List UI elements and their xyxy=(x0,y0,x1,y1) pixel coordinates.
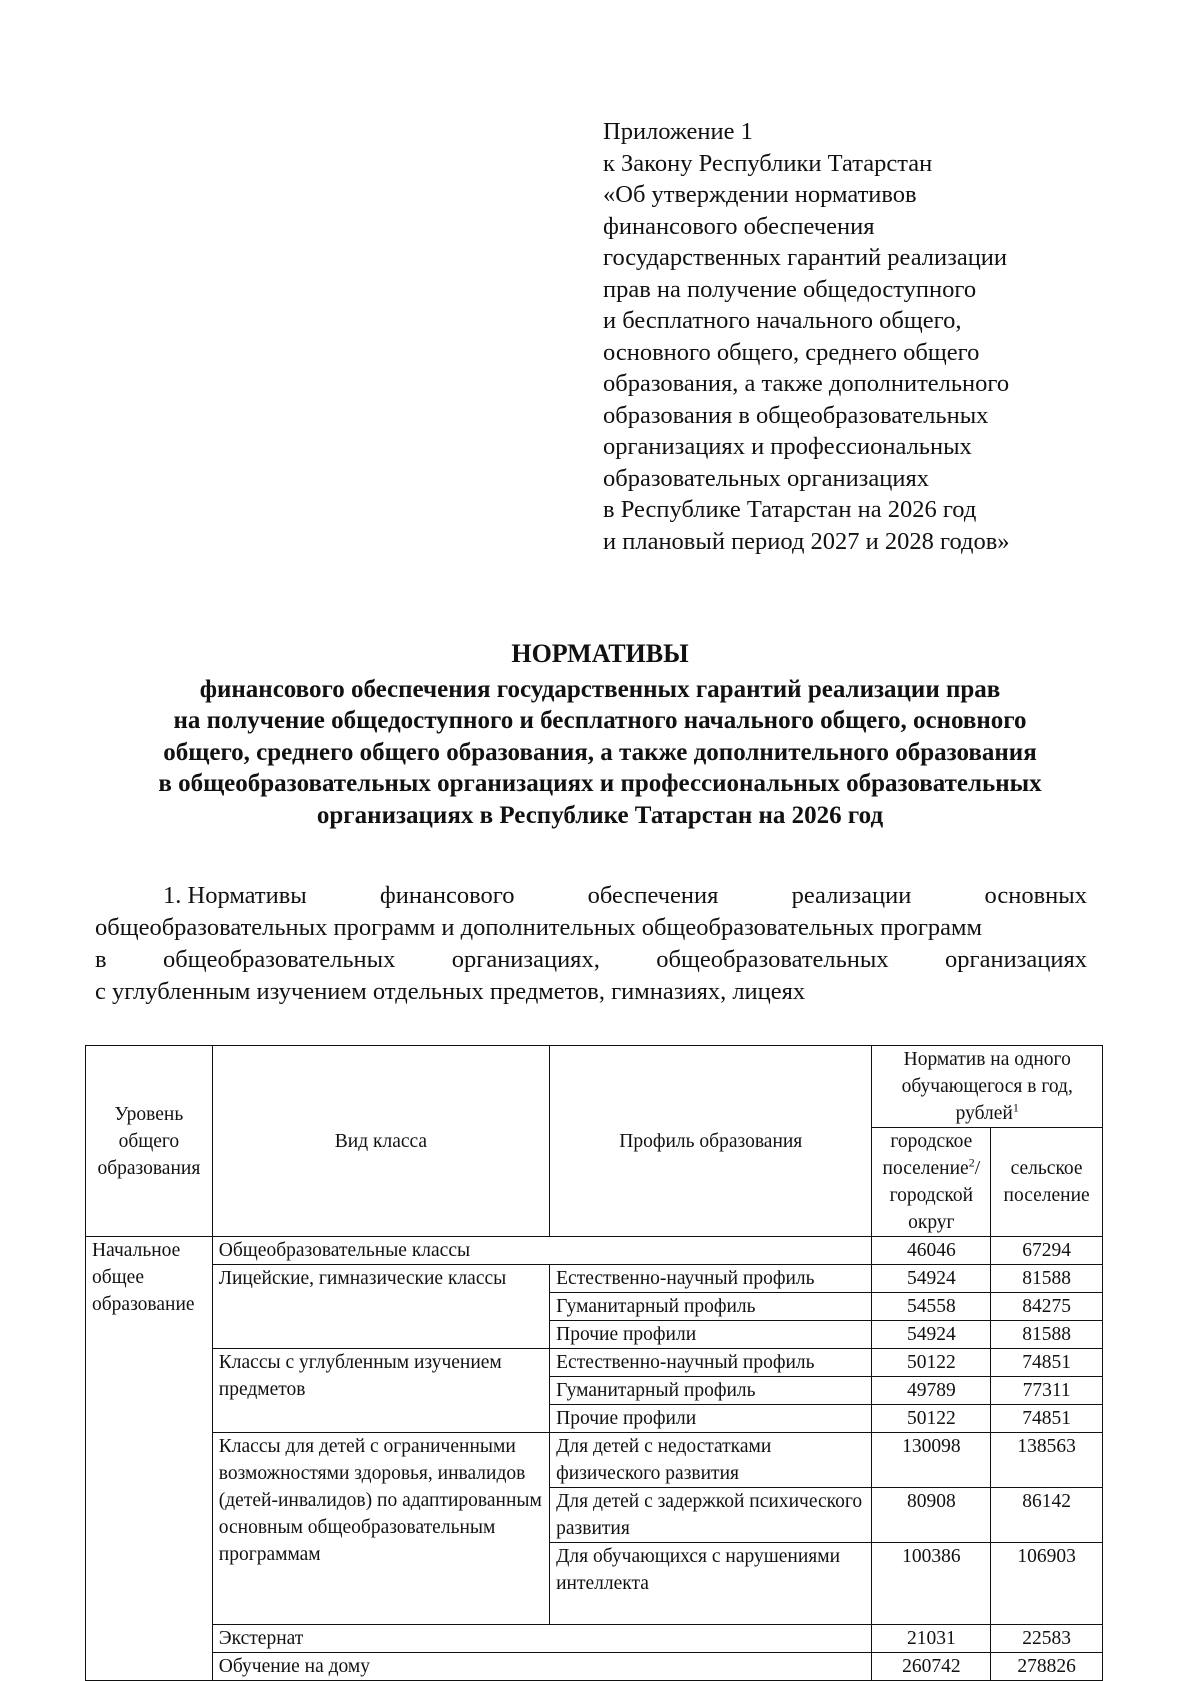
profile-cell: Естественно-научный профиль xyxy=(550,1265,872,1293)
rural-value: 138563 xyxy=(991,1433,1103,1488)
class-type-cell: Лицейские, гимназические классы xyxy=(212,1265,549,1349)
title-line: общего, среднего общего образования, а также дополнительного образования xyxy=(163,738,1037,766)
urban-value: 54924 xyxy=(872,1265,991,1293)
table-row xyxy=(86,1653,1103,1681)
class-type-cell: Экстернат xyxy=(212,1625,872,1653)
rural-value: 106903 xyxy=(991,1543,1103,1625)
urban-value: 50122 xyxy=(872,1405,991,1433)
word: основных xyxy=(984,882,1087,909)
profile-cell: Для обучающихся с нарушениями интеллекта xyxy=(550,1543,872,1625)
appendix-line: и бесплатного начального общего, xyxy=(603,307,962,334)
appendix-header xyxy=(603,116,1163,557)
word: реализации xyxy=(791,882,912,909)
rural-value: 81588 xyxy=(991,1321,1103,1349)
profile-cell: Прочие профили xyxy=(550,1405,872,1433)
urban-value: 260742 xyxy=(872,1653,991,1681)
header-urban-label: городское поселение xyxy=(882,1131,973,1179)
urban-value: 54924 xyxy=(872,1321,991,1349)
appendix-line: и плановый период 2027 и 2028 годов» xyxy=(603,527,1010,555)
profile-cell: Гуманитарный профиль xyxy=(550,1377,872,1405)
appendix-line: финансового обеспечения xyxy=(603,212,875,240)
appendix-line: образования, а также дополнительного xyxy=(603,370,1010,397)
footnote-marker: 1 xyxy=(1012,1100,1019,1115)
norms-table xyxy=(85,1045,1103,1681)
paragraph-line: с углубленным изучением отдельных предметов, гимназиях, лицеях xyxy=(95,978,806,1005)
urban-value: 50122 xyxy=(872,1349,991,1377)
rural-value: 81588 xyxy=(991,1265,1103,1293)
urban-value: 49789 xyxy=(872,1377,991,1405)
header-urban-suffix: / городской округ xyxy=(889,1158,981,1233)
level-cell: Начальное общее образование xyxy=(86,1237,213,1681)
word: финансового xyxy=(379,882,515,909)
table-header-row xyxy=(86,1046,1103,1128)
appendix-line: Приложение 1 xyxy=(603,118,753,145)
rural-value: 22583 xyxy=(991,1625,1103,1653)
urban-value: 80908 xyxy=(872,1488,991,1543)
rural-value: 74851 xyxy=(991,1349,1103,1377)
urban-value: 46046 xyxy=(872,1237,991,1265)
title-line: в общеобразовательных организациях и профессиональных образовательных xyxy=(158,770,1042,797)
profile-cell: Для детей с недостатками физического развития xyxy=(550,1433,872,1488)
paragraph-line xyxy=(95,944,1087,976)
word: 1. Нормативы xyxy=(163,882,307,909)
urban-value: 54558 xyxy=(872,1293,991,1321)
table-row xyxy=(86,1433,1103,1488)
table-row xyxy=(86,1237,1103,1265)
rural-value: 84275 xyxy=(991,1293,1103,1321)
header-profile: Профиль образования xyxy=(550,1046,872,1237)
rural-value: 278826 xyxy=(991,1653,1103,1681)
rural-value: 67294 xyxy=(991,1237,1103,1265)
word: общеобразовательных xyxy=(162,946,396,973)
urban-value: 130098 xyxy=(872,1433,991,1488)
rural-value: 77311 xyxy=(991,1377,1103,1405)
header-rural: сельское поселение xyxy=(991,1128,1103,1237)
title-line: на получение общедоступного и бесплатного начального общего, основного xyxy=(173,707,1027,734)
class-type-cell: Обучение на дому xyxy=(212,1653,872,1681)
profile-cell: Естественно-научный профиль xyxy=(550,1349,872,1377)
table-row xyxy=(86,1265,1103,1293)
header-norm xyxy=(872,1046,1103,1128)
profile-cell: Прочие профили xyxy=(550,1321,872,1349)
word: обеспечения xyxy=(587,882,719,909)
paragraph-line: общеобразовательных программ и дополнительных общеобразовательных программ xyxy=(95,914,983,941)
table-row xyxy=(86,1349,1103,1377)
header-urban xyxy=(872,1128,991,1237)
appendix-line: в Республике Татарстан на 2026 год xyxy=(603,496,977,523)
header-class-type: Вид класса xyxy=(212,1046,549,1237)
appendix-line: образовательных организациях xyxy=(603,464,929,492)
class-type-cell: Классы для детей с ограниченными возможностями здоровья, инвалидов (детей-инвалидов) по адаптированным основным общеобразовательным программам xyxy=(212,1433,549,1625)
urban-value: 100386 xyxy=(872,1543,991,1625)
title-main: НОРМАТИВЫ xyxy=(511,639,689,668)
profile-cell: Для детей с задержкой психического развития xyxy=(550,1488,872,1543)
header-norm-label: Норматив на одного обучающегося в год, рублей xyxy=(901,1049,1073,1124)
footnote-marker: 2 xyxy=(968,1155,975,1170)
appendix-line: основного общего, среднего общего xyxy=(603,338,980,366)
urban-value: 21031 xyxy=(872,1625,991,1653)
section-1-paragraph xyxy=(95,880,1087,1008)
rural-value: 86142 xyxy=(991,1488,1103,1543)
appendix-line: прав на получение общедоступного xyxy=(603,275,977,303)
word: общеобразовательных xyxy=(656,946,889,973)
profile-cell: Гуманитарный профиль xyxy=(550,1293,872,1321)
rural-value: 74851 xyxy=(991,1405,1103,1433)
title-line: финансового обеспечения государственных гарантий реализации прав xyxy=(199,675,1001,703)
appendix-line: образования в общеобразовательных xyxy=(603,401,989,429)
paragraph-line xyxy=(95,880,1087,912)
class-type-cell: Классы с углубленным изучением предметов xyxy=(212,1349,549,1433)
class-type-cell: Общеобразовательные классы xyxy=(212,1237,872,1265)
word: организациях xyxy=(945,946,1087,973)
appendix-line: государственных гарантий реализации xyxy=(603,244,1008,271)
appendix-line: «Об утверждении нормативов xyxy=(603,181,917,208)
word: в xyxy=(95,946,107,973)
appendix-line: организациях и профессиональных xyxy=(603,433,972,460)
word: организациях, xyxy=(451,946,600,973)
header-level: Уровень общего образования xyxy=(86,1046,213,1237)
appendix-line: к Закону Республики Татарстан xyxy=(603,149,933,177)
title-line: организациях в Республике Татарстан на 2026 год xyxy=(316,801,884,829)
document-title xyxy=(80,638,1120,831)
table-row xyxy=(86,1625,1103,1653)
